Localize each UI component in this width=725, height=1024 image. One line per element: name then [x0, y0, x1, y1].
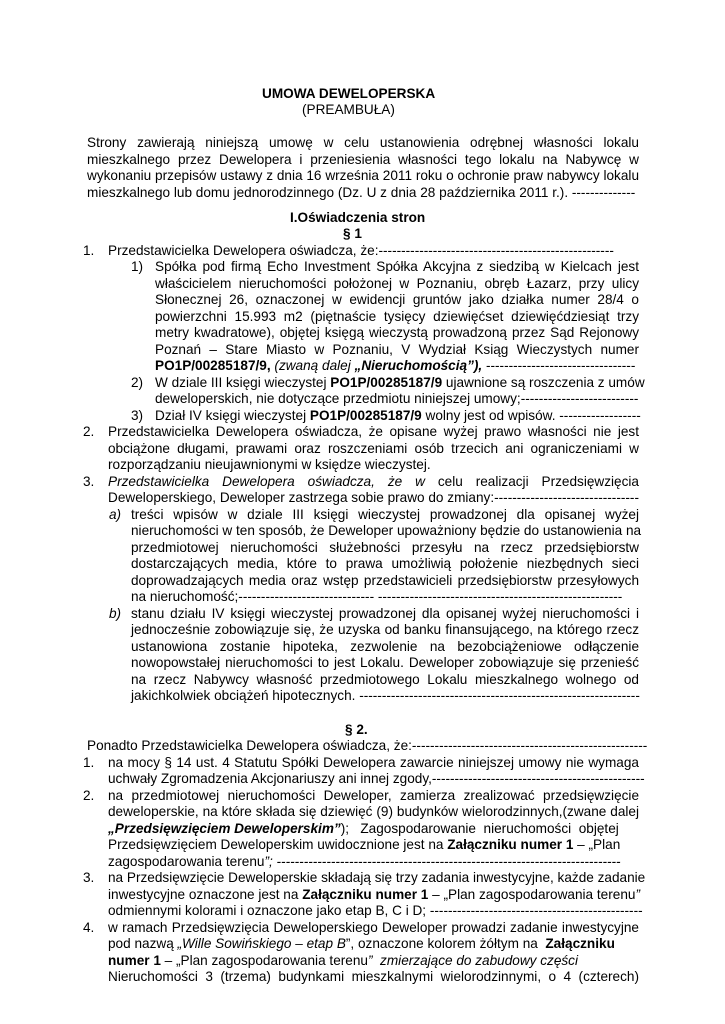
text-span: zagospodarowania terenu — [108, 854, 265, 869]
list-number: 1. — [83, 755, 95, 770]
attachment-reference: numer 1 — [108, 953, 161, 968]
list-item-text: Nieruchomości 3 (trzema) budynkami mieszkalnymi wielorodzinnymi, o 4 (czterech) — [108, 969, 639, 984]
sublist-text — [155, 408, 641, 425]
list-item-text: Przedstawicielka Dewelopera oświadcza, że:---------------------------------------------------- — [108, 243, 614, 258]
text-span: – „Plan zagospodarowania terenu — [428, 887, 636, 902]
list-item-text — [108, 953, 578, 970]
text-span: celu realizacji Przedsięwzięcia — [424, 474, 639, 489]
section-lead: Ponadto Przedstawicielka Dewelopera oświadcza, że:---------------------------------------------------- — [87, 738, 648, 753]
sublist-text: treści wpisów w dziale III księgi wieczystej prowadzonej dla opisanej wyżej — [131, 507, 639, 522]
sublist-text: nieruchomości w ten sposób, że Deweloper upoważniony będzie do ustanowienia na — [131, 523, 642, 538]
text-span: W dziale III księgi wieczystej — [155, 375, 331, 390]
preamble-line: wykonaniu przepisów ustawy z dnia 16 września 2011 roku o ochronie praw nabywcy lokalu — [87, 168, 639, 183]
list-item-text — [108, 821, 639, 838]
sublist-text: ustanowiona zostanie hipoteka, zezwolenie na bezobciążeniowe odłączenie — [131, 639, 639, 654]
list-number: 2. — [83, 788, 95, 803]
list-item-text: w ramach Przedsięwzięcia Deweloperskiego Deweloper prowadzi zadanie inwestycyjne — [108, 920, 639, 935]
text-span: Przedsięwzięciem Deweloperskim uwidocznione jest na — [108, 837, 448, 852]
text-span: ); Zagospodarowanie nieruchomości objętej — [340, 821, 619, 836]
attachment-reference: Załączniku — [545, 936, 615, 951]
text-span: – „Plan — [573, 837, 621, 852]
sublist-text: doprowadzających media oraz wstęp przedstawicieli przedsiębiorstw przesyłowych — [131, 573, 639, 588]
sublist-text: na nieruchomość;------------------------------ ------------------------------------------------------ — [131, 589, 623, 604]
sublist-text: jednocześnie zobowiązuje się, że uzyska od banku finansującego, na którego rzecz — [131, 622, 639, 637]
list-item-text — [108, 854, 621, 871]
list-number: 3. — [83, 870, 95, 885]
text-span: ” — [635, 887, 640, 902]
paragraph-mark: § 2. — [345, 722, 368, 737]
preamble-line: mieszkalnego lub domu jednorodzinnego (Dz. U z dnia 28 października 2011 r.). -------------- — [87, 185, 636, 200]
sublist-text: właścicielem nieruchomości położonej w Poznaniu, obręb Łazarz, przy ulicy — [155, 276, 639, 291]
list-number: 2. — [83, 424, 95, 439]
text-span: inwestycyjne oznaczone jest na — [108, 887, 303, 902]
sublist-number: 1) — [131, 259, 144, 274]
project-name: „Wille Sowińskiego – etap B — [177, 936, 346, 951]
text-span: ”, oznaczone kolorem żółtym na — [345, 936, 546, 951]
section-heading: I.Oświadczenia stron — [290, 210, 426, 225]
sublist-text: jakichkolwiek obciążeń hipotecznych. -------------------------------------------------------------- — [131, 688, 640, 703]
sublist-text: nowopowstałej nieruchomości to jest Lokalu. Deweloper zobowiązuje się przenieść — [131, 655, 639, 670]
text-span: wolny jest od wpisów. ------------------ — [421, 408, 641, 423]
list-item-text: na Przedsięwzięcie Deweloperskie składają się trzy zadania inwestycyjne, każde zadanie — [108, 870, 646, 885]
text-span: Dział IV księgi wieczystej — [155, 408, 310, 423]
land-registry-number: PO1P/00285187/9 — [309, 408, 422, 423]
text-span: ”; ---------------------------------------------------------------------------- — [264, 854, 621, 869]
list-item-text: odmiennymi kolorami i oznaczone jako etap B, C i D; ----------------------------------------------- — [108, 903, 643, 918]
defined-term: „Nieruchomością”), — [354, 358, 483, 373]
land-registry-number: PO1P/00285187/9 — [330, 375, 443, 390]
list-item-text — [108, 936, 615, 953]
list-item-text: rozporządzaniu nieujawnionymi w księdze wieczystej. — [108, 457, 431, 472]
list-number: 1. — [83, 243, 95, 258]
sublist-text: Poznań – Stare Miasto w Poznaniu, V Wydział Ksiąg Wieczystych numer — [155, 342, 639, 357]
sublist-text: stanu działu IV księgi wieczystej prowadzonej dla opisanej wyżej nieruchomości i — [131, 606, 639, 621]
attachment-reference: Załączniku numer 1 — [447, 837, 574, 852]
attachment-reference: Załączniku numer 1 — [302, 887, 429, 902]
list-item-text: uchwały Zgromadzenia Akcjonariuszy ani innej zgody,----------------------------------------------- — [108, 771, 645, 786]
defined-term: „Przedsięwzięciem Deweloperskim” — [108, 821, 341, 836]
sublist-text: przedmiotowej nieruchomości służebności przesyłu na rzecz przedsiębiorstw — [131, 540, 639, 555]
sublist-number: 2) — [131, 375, 144, 390]
text-span: --------------------------------- — [482, 358, 636, 373]
list-item-text: na przedmiotowej nieruchomości Deweloper, zamierza zrealizować przedsięwzięcie — [108, 788, 639, 803]
text-span: pod nazwą — [108, 936, 178, 951]
text-span: (zwaną dalej — [270, 358, 355, 373]
sublist-text: Słonecznej 26, oznaczonej w ewidencji gruntów jako działka numer 28/4 o — [155, 292, 639, 307]
sublist-text: dostarczających media, które to prawa umożliwią położenie niezbędnych sieci — [131, 556, 639, 571]
sublist-text: deweloperskich, nie dotyczące przedmiotu niniejszej umowy;-------------------------- — [155, 391, 639, 406]
text-span: ujawnione są roszczenia z umów — [442, 375, 645, 390]
text-span: – „Plan zagospodarowania terenu — [160, 953, 368, 968]
list-item-text: obciążone długami, prawami oraz roszczeniami osób trzecich ani ograniczeniami w — [108, 441, 639, 456]
sublist-text: powierzchni 15.993 m2 (piętnaście tysięcy dziewięćset dziewięćdziesiąt trzy — [155, 309, 639, 324]
sublist-text: Spółka pod firmą Echo Investment Spółka Akcyjna z siedzibą w Kielcach jest — [155, 259, 639, 274]
sublist-text: metry kwadratowe), objętej księgą wieczystą prowadzoną przez Sąd Rejonowy — [155, 325, 639, 340]
paragraph-mark: § 1 — [343, 226, 362, 241]
document-subtitle: (PREAMBUŁA) — [302, 102, 395, 117]
list-item-text — [108, 474, 639, 491]
list-item-text: na mocy § 14 ust. 4 Statutu Spółki Dewelopera zawarcie niniejszej umowy nie wymaga — [108, 755, 639, 770]
preamble-line: Strony zawierają niniejszą umowę w celu ustanowienia odrębnej własności lokalu — [87, 135, 639, 150]
list-item-text — [108, 887, 640, 904]
text-span: Przedstawicielka Dewelopera oświadcza, że w — [108, 474, 425, 489]
list-item-text: deweloperskie, na które składa się dziewięć (9) budynków wielorodzinnych,(zwane dalej — [108, 804, 639, 819]
sublist-letter: a) — [109, 507, 122, 522]
land-registry-number: PO1P/00285187/9, — [155, 358, 271, 373]
sublist-number: 3) — [131, 408, 144, 423]
sublist-text: na rzecz Nabywcy własność przedmiotowego Lokalu mieszkalnego wolnego od — [131, 672, 639, 687]
sublist-text — [155, 375, 645, 392]
list-item-text: Deweloperskiego, Deweloper zastrzega sobie prawo do zmiany:-------------------------------- — [108, 490, 639, 505]
sublist-letter: b) — [109, 606, 122, 621]
text-span: ” zmierzające do zabudowy części — [367, 953, 579, 968]
sublist-text — [155, 358, 635, 375]
list-item-text — [108, 837, 620, 854]
list-number: 4. — [83, 920, 95, 935]
preamble-line: mieszkalnego przez Dewelopera i przeniesienia własności tego lokalu na Nabywcę w — [87, 152, 639, 167]
list-item-text: Przedstawicielka Dewelopera oświadcza, że opisane wyżej prawo własności nie jest — [108, 424, 639, 439]
list-number: 3. — [83, 474, 95, 489]
document-title: UMOWA DEWELOPERSKA — [262, 86, 436, 101]
